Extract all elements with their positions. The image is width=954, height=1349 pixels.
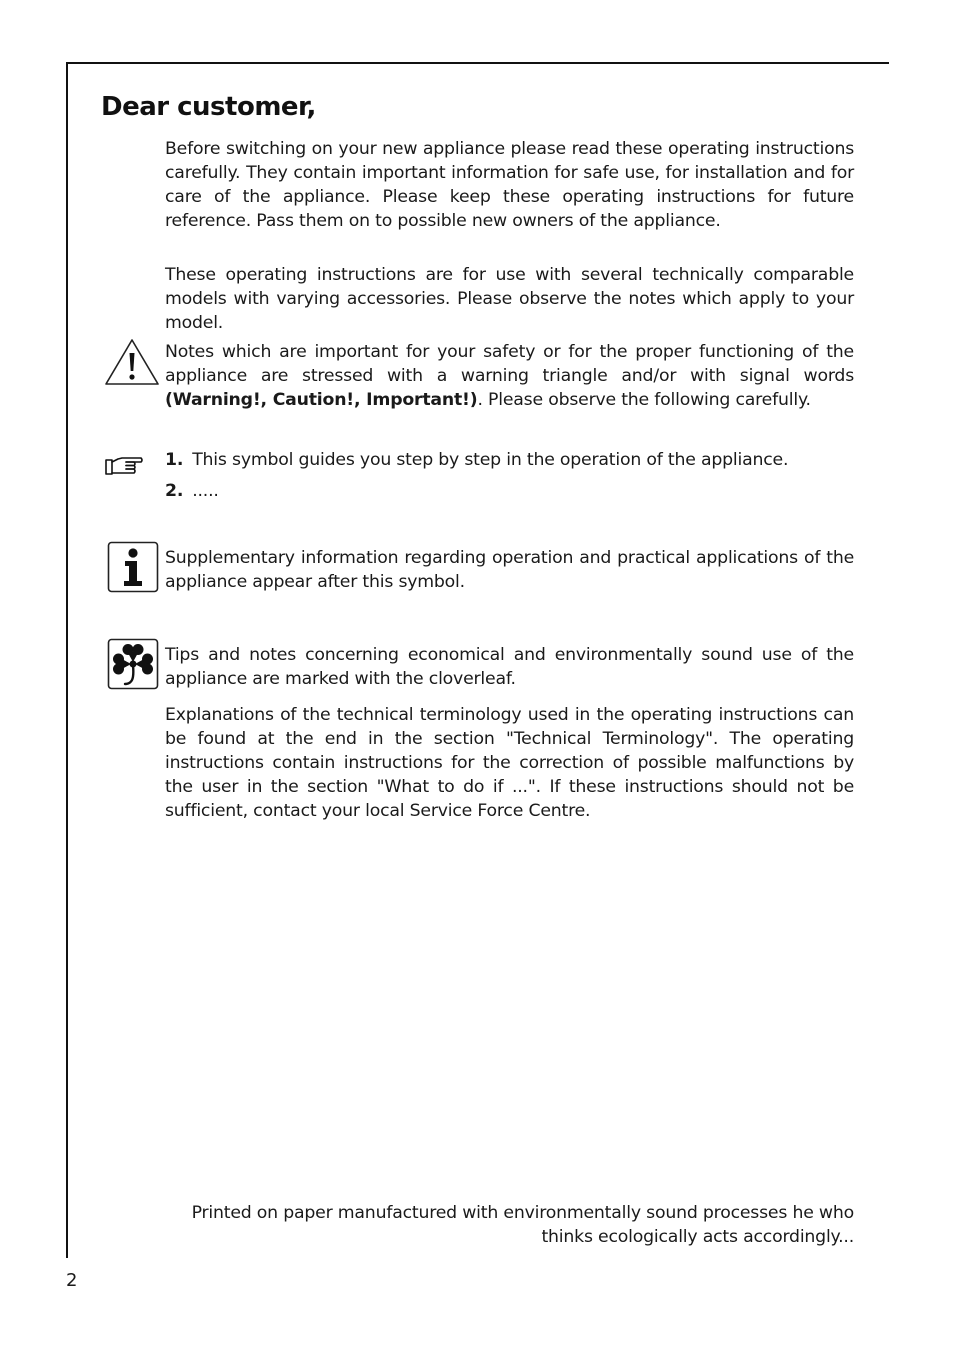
info-paragraph: Supplementary information regarding operation and practical applications of the appliance appear after this symbol. <box>165 548 854 592</box>
intro-paragraph-2: These operating instructions are for use with several technically comparable models with varying accessories. Please observe the notes which apply to your model. <box>165 265 854 333</box>
step-item <box>165 479 219 503</box>
frame-left-rule <box>66 62 68 1258</box>
cloverleaf-icon <box>107 638 159 690</box>
page-title: Dear customer, <box>101 92 316 122</box>
footer-note <box>120 1201 854 1249</box>
pointing-hand-icon <box>104 456 144 478</box>
explanations-paragraph: Explanations of the technical terminology used in the operating instructions can be found at the end in the section "Technical Terminology". The operating instructions contain instructions for the correction of possible malfunctions by the user in the section "What to do if ...". If these instructions should not be sufficient, contact your local Service Force Centre. <box>165 705 854 821</box>
step-text: This symbol guides you step by step in the operation of the appliance. <box>192 450 789 470</box>
warning-paragraph <box>165 340 854 412</box>
step-number: 2. <box>165 481 184 501</box>
footer-line-1: Printed on paper manufactured with environmentally sound processes he who <box>191 1203 854 1223</box>
signal-words: (Warning!, Caution!, Important!) <box>165 390 478 410</box>
step-item <box>165 448 788 472</box>
step-text: ..... <box>192 481 219 501</box>
eco-paragraph: Tips and notes concerning economical and environmentally sound use of the appliance are marked with the cloverleaf. <box>165 645 854 689</box>
intro-paragraph-1: Before switching on your new appliance please read these operating instructions carefully. They contain important information for safe use, for installation and for care of the appliance. Please keep these operating instructions for future reference. Pass them on to possible new owners of the appliance. <box>165 139 854 231</box>
footer-line-2: thinks ecologically acts accordingly... <box>541 1227 854 1247</box>
page-number: 2 <box>66 1270 78 1291</box>
warning-triangle-icon <box>103 337 161 387</box>
info-icon <box>107 541 159 593</box>
warning-text-before: Notes which are important for your safety or for the proper functioning of the appliance are stressed with a warning triangle and/or with signal words <box>165 342 854 386</box>
frame-top-rule <box>66 62 889 64</box>
warning-text-after: . Please observe the following carefully. <box>477 390 811 410</box>
step-number: 1. <box>165 450 184 470</box>
